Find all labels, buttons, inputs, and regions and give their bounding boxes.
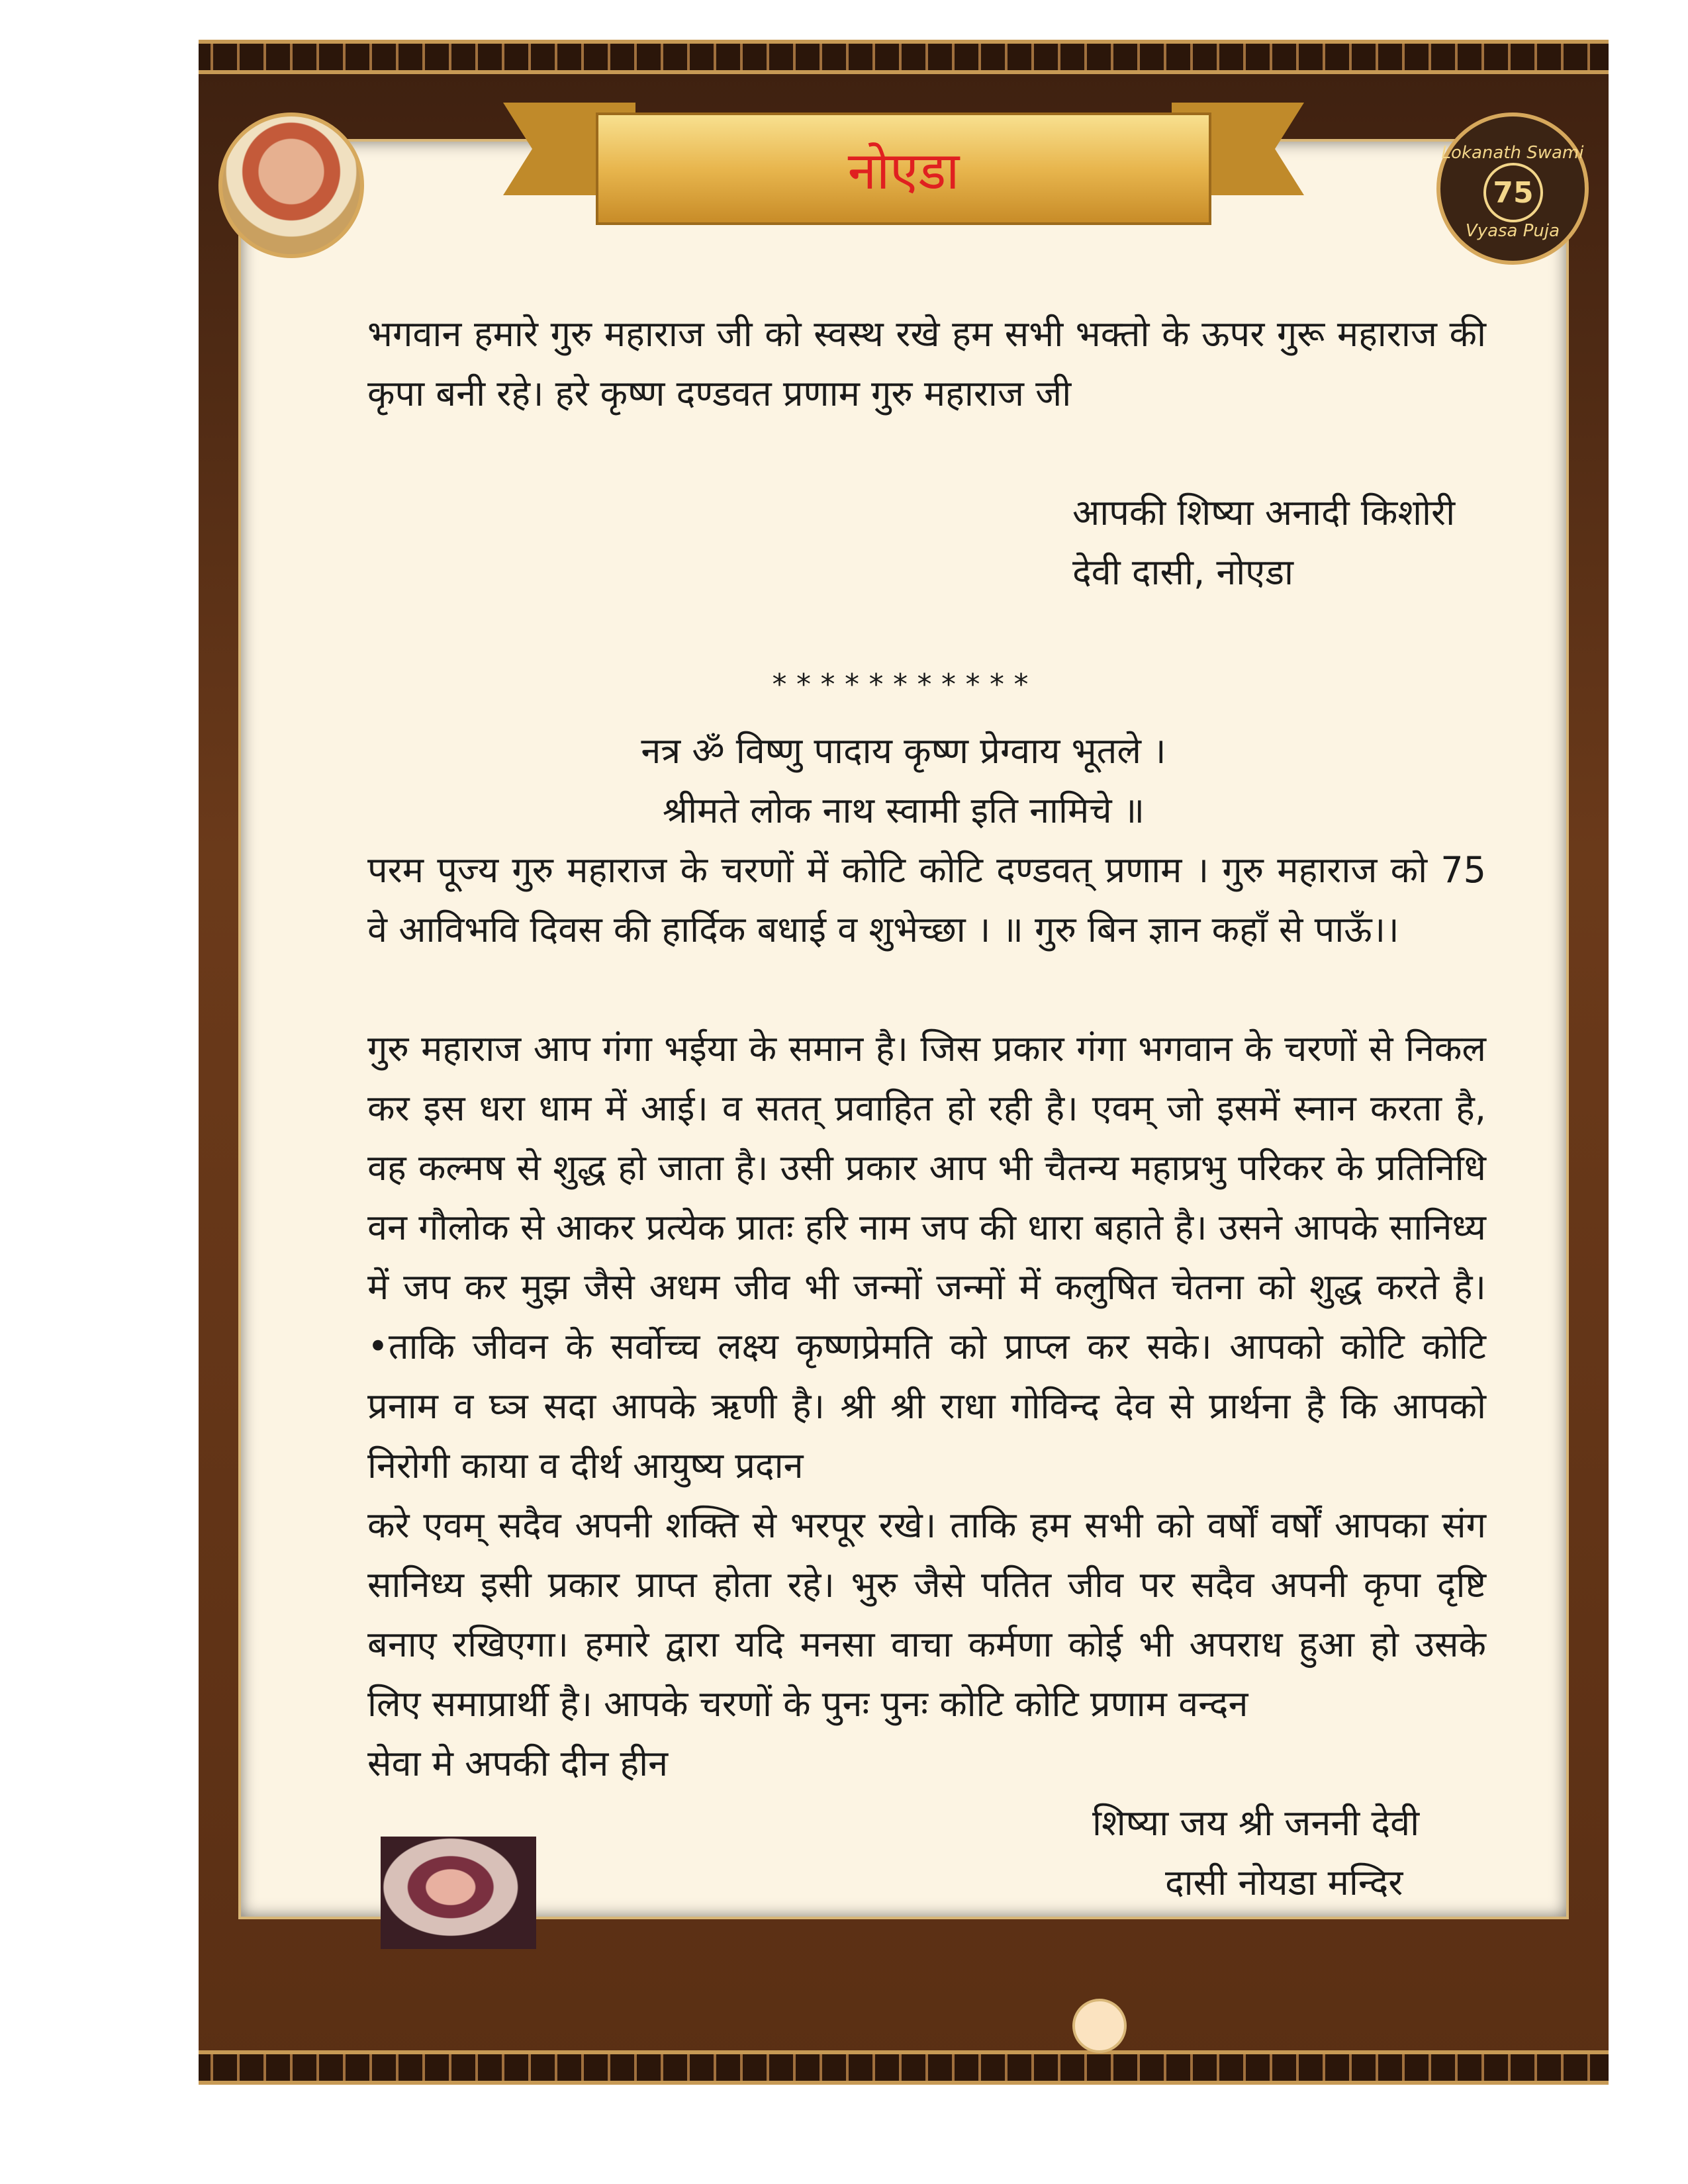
- letter1-signature: [1072, 483, 1496, 602]
- page-title: नोएडा: [847, 142, 960, 201]
- letter1-body: भगवान हमारे गुरु महाराज जी को स्वस्थ रखे हम सभी भक्तो के ऊपर गुरू महाराज की कृपा बनी रहे। हरे कृष्ण दण्डवत प्रणाम गुरु महाराज जी: [367, 313, 1486, 414]
- guru-portrait: [218, 113, 364, 258]
- letter1-signature-line2: देवी दासी, नोएडा: [1072, 551, 1294, 593]
- seal-bottom-text: Vyasa Puja: [1465, 221, 1560, 241]
- seal-number: 75: [1483, 163, 1543, 222]
- separator: ***********: [771, 668, 1037, 702]
- title-banner: [596, 113, 1211, 225]
- page-marker-dot: [1072, 1999, 1127, 2053]
- verse-line1: नत्र ॐ विष्णु पादाय कृष्ण प्रेग्वाय भूतले ।: [641, 730, 1166, 772]
- devotee-photo: [381, 1837, 536, 1949]
- verse-line2: श्रीमते लोक नाथ स्वामी इति नामिचे ॥: [662, 790, 1145, 831]
- top-decorative-border: [199, 40, 1609, 74]
- seal-top-text: Lokanath Swami: [1441, 143, 1584, 163]
- letter2-paragraph3: करे एवम् सदैव अपनी शक्ति से भरपूर रखे। ताकि हम सभी को वर्षों वर्षों आपका संग सानिध्य इसी प्रकार प्राप्त होता रहे। भुरु जैसे पतित जीव पर सदैव अपनी कृपा दृष्टि बनाए रखिएगा। हमारे द्वारा यदि मनसा वाचा कर्मणा कोई भी अपराध हुआ हो उसके लिए समाप्रार्थी है। आपके चरणों के पुनः पुनः कोटि कोटि प्रणाम वन्दन: [367, 1504, 1486, 1725]
- bottom-decorative-border: [199, 2050, 1609, 2085]
- letter2-paragraph2: गुरु महाराज आप गंगा भईया के समान है। जिस प्रकार गंगा भगवान के चरणों से निकल कर इस धरा धाम में आई। व सतत् प्रवाहित हो रही है। एवम् जो इसमें स्नान करता है, वह कल्मष से शुद्ध हो जाता है। उसी प्रकार आप भी चैतन्य महाप्रभु परिकर के प्रतिनिधि वन गौलोक से आकर प्रत्येक प्रातः हरि नाम जप की धारा बहाते है। उसने आपके सानिध्य में जप कर मुझ जैसे अधम जीव भी जन्मों जन्मों में कलुषित चेतना को शुद्ध करते है। •ताकि जीवन के सर्वोच्च लक्ष्य कृष्णप्रेमति को प्राप्ल कर सके। आपको कोटि कोटि प्रनाम व घ्ञ सदा आपके ऋणी है। श्री श्री राधा गोविन्द देव से प्रार्थना है कि आपको निरोगी काया व दीर्थ आयुष्य प्रदान: [367, 1028, 1486, 1486]
- letter2-closing: सेवा मे अपकी दीन हीन: [367, 1743, 669, 1784]
- letter2-signature: [1092, 1794, 1516, 1913]
- verse: [199, 721, 1609, 841]
- letter1-signature-line1: आपकी शिष्या अनादी किशोरी: [1072, 492, 1456, 533]
- anniversary-seal-logo: [1436, 113, 1589, 265]
- letter2-paragraph1: परम पूज्य गुरु महाराज के चरणों में कोटि कोटि दण्डवत् प्रणाम । गुरु महाराज को 75 वे आविभवि दिवस की हार्दिक बधाई व शुभेच्छा । ॥ गुरु बिन ज्ञान कहाँ से पाऊँ।।: [367, 849, 1486, 950]
- letter2-signature-line1: शिष्या जय श्री जननी देवी: [1092, 1802, 1420, 1844]
- letter2-signature-line2: दासी नोयडा मन्दिर: [1165, 1862, 1403, 1903]
